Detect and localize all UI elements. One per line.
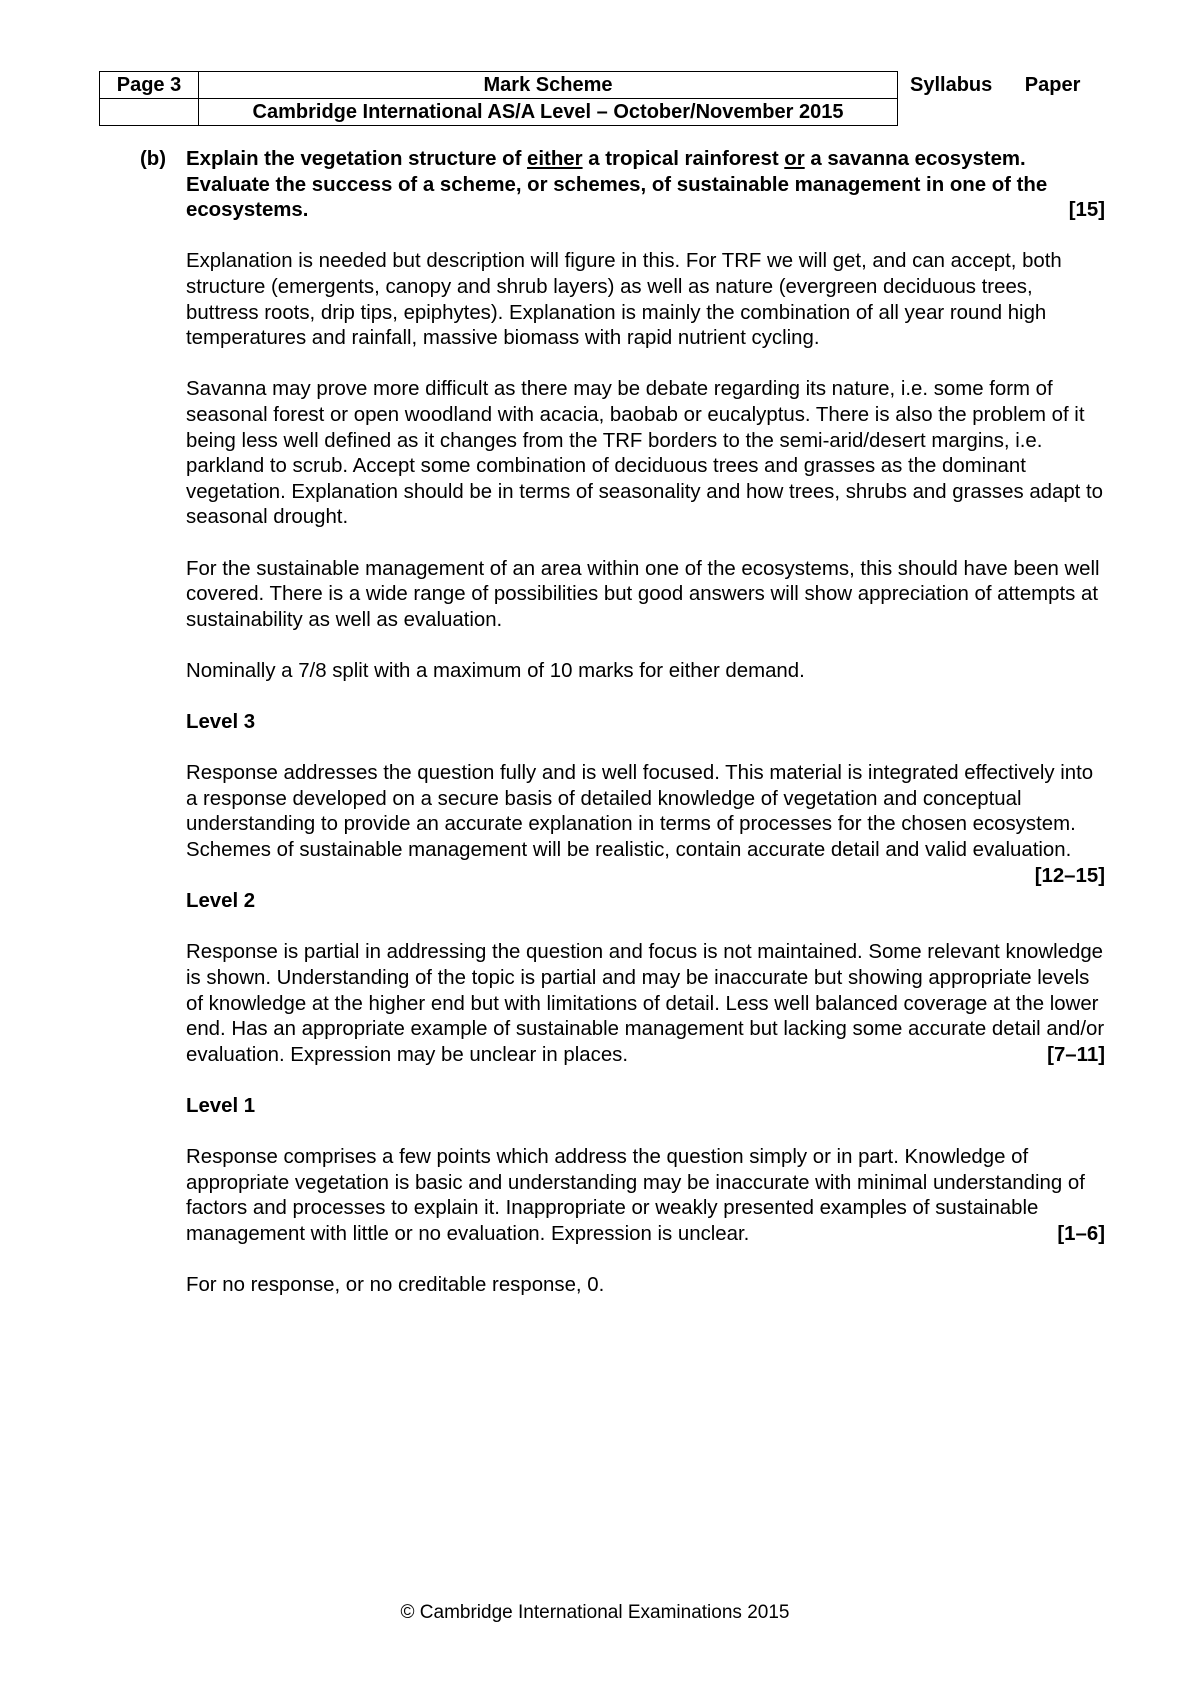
header-table [99, 71, 1085, 126]
level-text: Response is partial in addressing the question and focus is not maintained. Some relevant knowledge is shown. Understanding of the topic is partial and may be inaccurate but showing appropriate levels of knowledge at the higher end but with limitations of detail. Less well balanced coverage at the lower end. Has an appropriate example of sustainable management but lacking some accurate detail and/or evaluation. Expression may be unclear in places. [186, 941, 1105, 1066]
level-marks: [1–6] [1057, 1222, 1105, 1245]
question-emphasis: or [784, 148, 805, 170]
guidance-paragraph: Nominally a 7/8 split with a maximum of 10 marks for either demand. [186, 659, 805, 682]
level-description [186, 761, 1105, 887]
page-number: Page 3 [100, 72, 199, 99]
level-heading: Level 3 [186, 711, 256, 734]
level-description [186, 1145, 1105, 1247]
question-text [186, 147, 1105, 224]
level-heading: Level 2 [186, 890, 256, 913]
guidance-paragraph: Savanna may prove more difficult as there may be debate regarding its nature, i.e. some form of seasonal forest or open woodland with acacia, baobab or eucalyptus. There is also the problem of it being less well defined as it changes from the TRF borders to the semi-arid/desert margins, i.e. parkland to scrub. Accept some combination of deciduous trees and grasses as the dominant vegetation. Explanation should be in terms of seasonality and how trees, shrubs and grasses adapt to seasonal drought. [186, 378, 1104, 529]
question-text-part: a savanna ecosystem. Evaluate the success of a scheme, or schemes, of sustainable management in one of the ecosystems. [186, 148, 1048, 222]
question-text-part: Explain the vegetation structure of [186, 148, 528, 170]
main-content [140, 147, 1105, 1299]
question [140, 147, 1105, 224]
no-response-note: For no response, or no creditable response, 0. [186, 1274, 605, 1297]
header-blank [898, 99, 997, 126]
document-title: Mark Scheme [199, 72, 898, 99]
paper-label: Paper [1024, 74, 1081, 96]
level-text: Response comprises a few points which address the question simply or in part. Knowledge of appropriate vegetation is basic and understanding may be inaccurate with minimal understanding of factors and processes to explain it. Inappropriate or weakly presented examples of sustainable management with little or no evaluation. Expression is unclear. [186, 1146, 1085, 1245]
level-marks: [12–15] [1034, 864, 1105, 887]
answer-guidance [186, 249, 1105, 1298]
question-text-part: a tropical rainforest [582, 148, 785, 170]
question-label: (b) [140, 148, 167, 170]
level-text: Response addresses the question fully and is well focused. This material is integrated effectively into a response developed on a secure basis of detailed knowledge of vegetation and conceptual understanding to provide an accurate explanation in terms of processes for the chosen ecosystem. Schemes of sustainable management will be realistic, contain accurate detail and valid evaluation. [186, 762, 1094, 862]
level-heading: Level 1 [186, 1094, 256, 1117]
footer-copyright: © Cambridge International Examinations 2015 [400, 1602, 790, 1623]
guidance-paragraph: For the sustainable management of an area within one of the ecosystems, this should have been well covered. There is a wide range of possibilities but good answers will show appreciation of attempts at sustainability as well as evaluation. [186, 557, 1100, 631]
question-marks: [15] [1068, 199, 1105, 222]
level-marks: [7–11] [1047, 1043, 1105, 1066]
guidance-paragraph: Explanation is needed but description will figure in this. For TRF we will get, and can accept, both structure (emergents, canopy and shrub layers) as well as nature (evergreen deciduous trees, buttress roots, drip tips, epiphytes). Explanation is mainly the combination of all year round high temperatures and rainfall, massive biomass with rapid nutrient cycling. [186, 250, 1062, 350]
header-blank [997, 99, 1085, 126]
document-subtitle: Cambridge International AS/A Level – October/November 2015 [199, 99, 898, 126]
header-empty-cell [100, 99, 199, 126]
question-emphasis: either [527, 148, 583, 170]
syllabus-label: Syllabus [910, 74, 993, 96]
level-description [186, 940, 1105, 1068]
